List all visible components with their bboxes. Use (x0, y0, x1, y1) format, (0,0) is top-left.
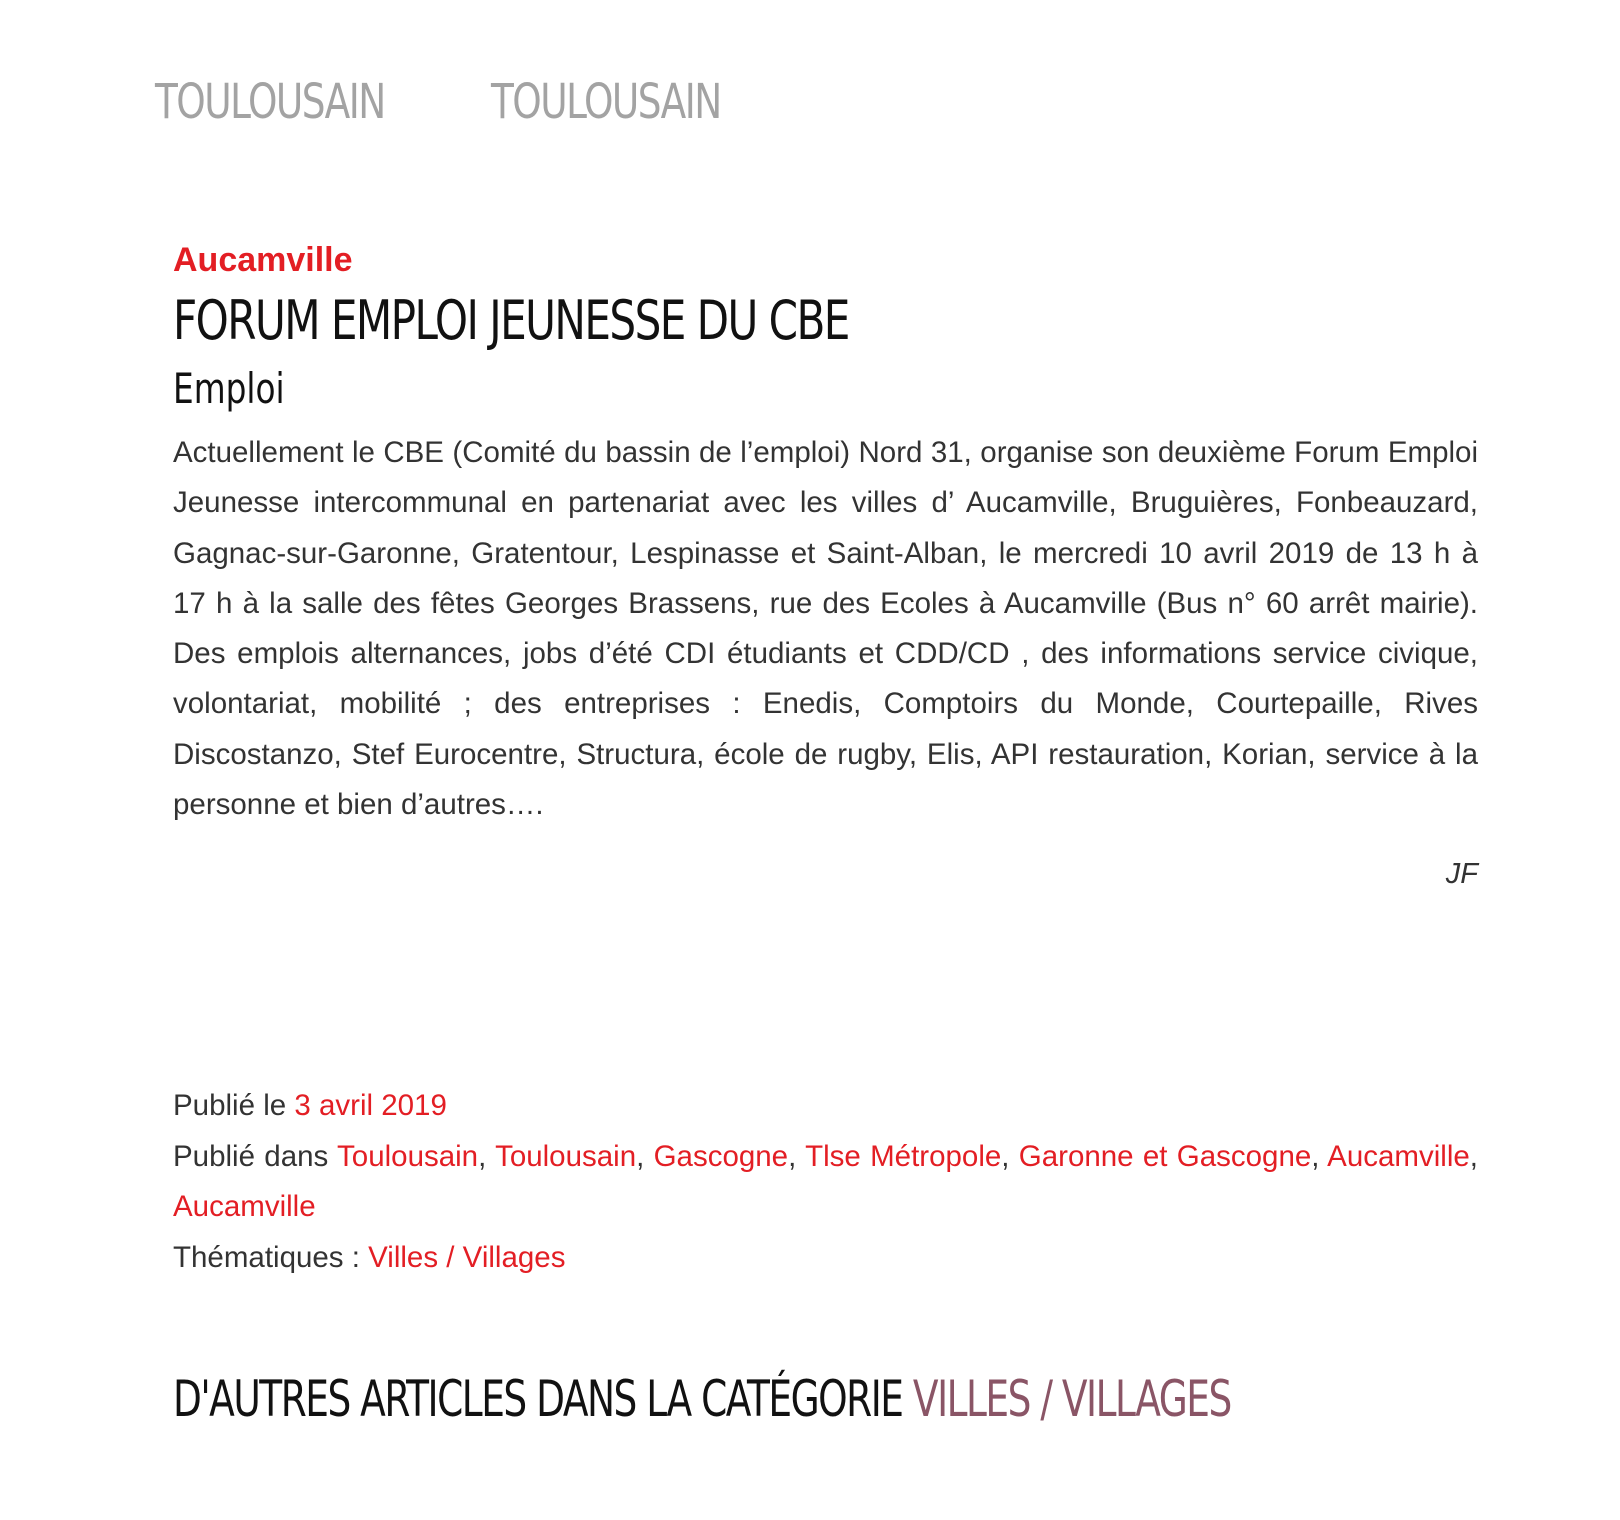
published-label: Publié le (173, 1089, 295, 1122)
nav-link-toulousain-2[interactable]: TOULOUSAIN (491, 74, 721, 130)
published-in-line (173, 1132, 1478, 1233)
separator: , (478, 1139, 496, 1173)
separator: , (788, 1139, 806, 1173)
article-surtitle: Aucamville (173, 241, 353, 279)
separator: , (1001, 1139, 1019, 1173)
article-subtitle: Emploi (173, 364, 285, 413)
article-meta (173, 1081, 1478, 1283)
category-link-aucamville-1[interactable]: Aucamville (1327, 1139, 1470, 1173)
published-date-link[interactable]: 3 avril 2019 (294, 1089, 447, 1122)
published-date-line (173, 1081, 1478, 1132)
nav-link-toulousain-1[interactable]: TOULOUSAIN (155, 74, 385, 130)
article-body: Actuellement le CBE (Comité du bassin de l’emploi) Nord 31, organise son deuxième Forum Emploi Jeunesse intercommunal en partenariat avec les villes d’ Aucamville, Bruguières, Fonbeauzard, Gagnac-sur-Garonne, Gratentour, Lespinasse et Saint-Alban, le mercredi 10 avril 2019 de 13 h à 17 h à la salle des fêtes Georges Brassens, rue des Ecoles à Aucamville (Bus n° 60 arrêt mairie). Des emplois alternances, jobs d’été CDI étudiants et CDD/CD , des informations service civique, volontariat, mobilité ; des entreprises : Enedis, Comptoirs du Monde, Courtepaille, Rives Discostanzo, Stef Eurocentre, Structura, école de rugby, Elis, API restauration, Korian, service à la personne et bien d’autres…. (173, 436, 1478, 822)
separator: , (636, 1139, 654, 1173)
theme-link-villes-villages[interactable]: Villes / Villages (368, 1240, 566, 1274)
category-link-tlse-metropole[interactable]: Tlse Métropole (805, 1139, 1002, 1173)
category-link-garonne-gascogne[interactable]: Garonne et Gascogne (1018, 1139, 1312, 1173)
separator: , (1311, 1139, 1328, 1173)
separator: , (1469, 1139, 1478, 1173)
published-in-label: Publié dans (173, 1139, 338, 1173)
themes-label: Thématiques : (173, 1240, 369, 1274)
category-link-gascogne[interactable]: Gascogne (653, 1139, 789, 1173)
article-title: FORUM EMPLOI JEUNESSE DU CBE (173, 289, 849, 352)
other-articles-heading (173, 1370, 1231, 1428)
other-articles-label: D'AUTRES ARTICLES DANS LA CATÉGORIE (173, 1370, 913, 1428)
top-nav (155, 74, 731, 130)
other-articles-category-link[interactable]: VILLES / VILLAGES (912, 1370, 1231, 1428)
category-link-toulousain-1[interactable]: Toulousain (337, 1139, 479, 1173)
themes-line (173, 1233, 1478, 1284)
article-signature: JF (1445, 858, 1478, 891)
article (173, 240, 1478, 891)
category-link-toulousain-2[interactable]: Toulousain (495, 1139, 637, 1173)
category-link-aucamville-2[interactable]: Aucamville (173, 1190, 316, 1223)
